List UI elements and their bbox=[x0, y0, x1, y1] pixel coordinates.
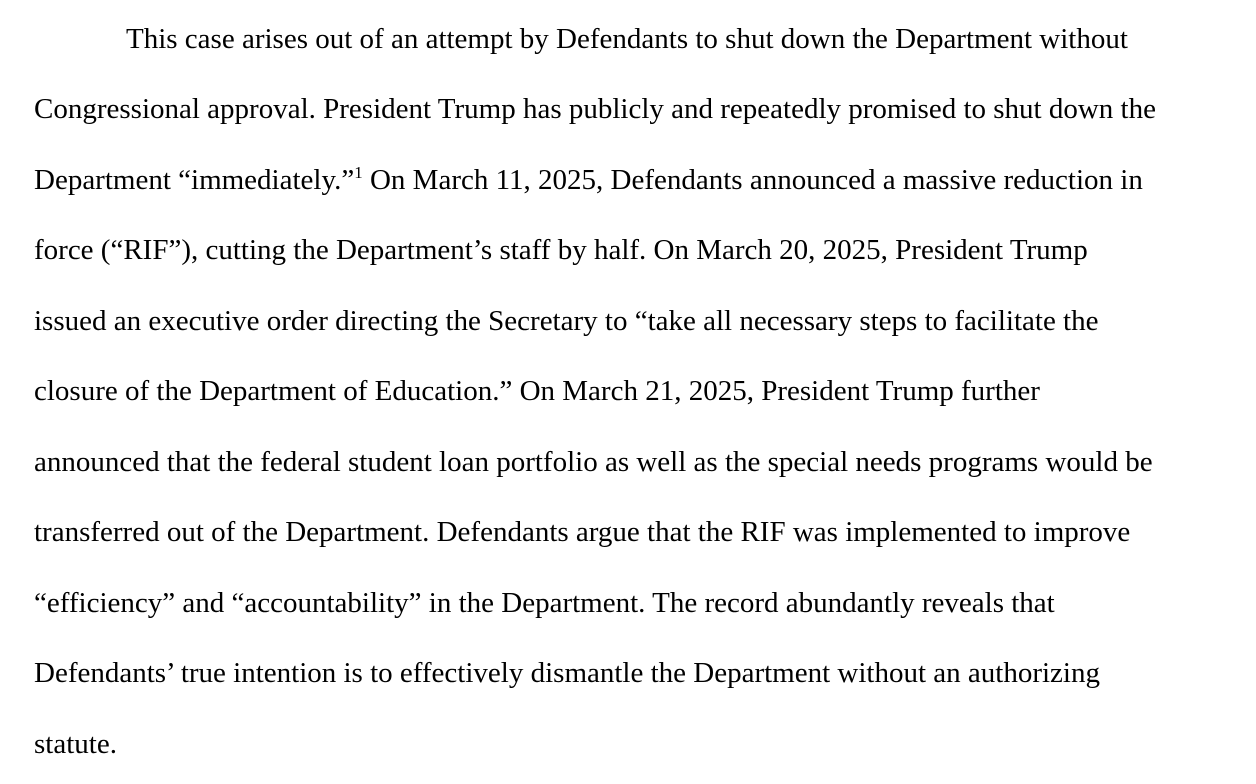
paragraph-line: force (“RIF”), cutting the Department’s staff by half. On March 20, 2025, President Trump bbox=[34, 234, 1088, 266]
footnote-marker[interactable]: 1 bbox=[354, 163, 363, 182]
paragraph-line bbox=[34, 162, 1143, 198]
line-text-after-footnote: On March 11, 2025, Defendants announced a massive reduction in bbox=[362, 164, 1143, 196]
paragraph-line: “efficiency” and “accountability” in the Department. The record abundantly reveals that bbox=[34, 587, 1055, 619]
paragraph-line: Defendants’ true intention is to effectively dismantle the Department without an authorizing bbox=[34, 657, 1100, 689]
paragraph-line: statute. bbox=[34, 728, 117, 760]
paragraph-line: Congressional approval. President Trump has publicly and repeatedly promised to shut down the bbox=[34, 93, 1156, 125]
paragraph-line: transferred out of the Department. Defendants argue that the RIF was implemented to improve bbox=[34, 516, 1131, 548]
paragraph-line: closure of the Department of Education.” On March 21, 2025, President Trump further bbox=[34, 375, 1040, 407]
line-text-before-footnote: Department “immediately.” bbox=[34, 164, 355, 196]
paragraph-line: announced that the federal student loan portfolio as well as the special needs programs would be bbox=[34, 446, 1153, 478]
paragraph-line: This case arises out of an attempt by Defendants to shut down the Department without bbox=[126, 23, 1128, 55]
paragraph-line: issued an executive order directing the Secretary to “take all necessary steps to facilitate the bbox=[34, 305, 1099, 337]
